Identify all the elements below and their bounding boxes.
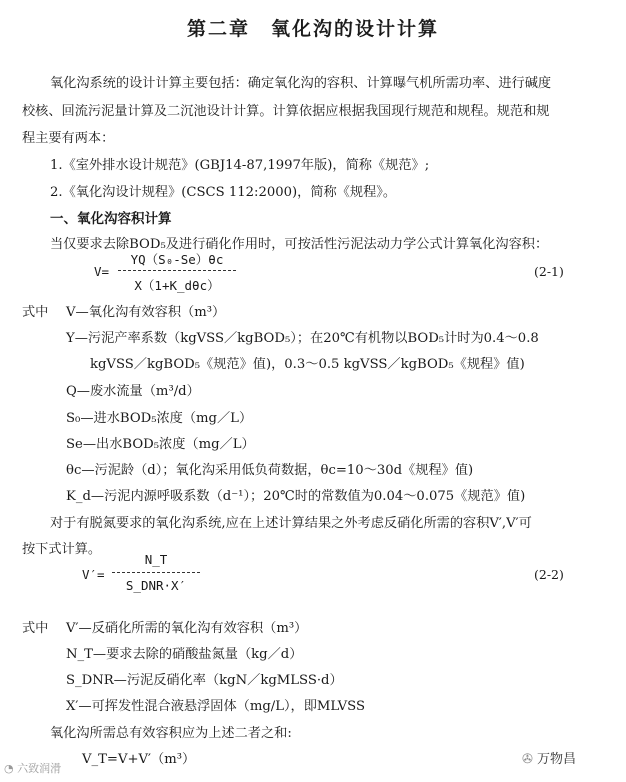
equation-denominator: S_DNR·X′ (125, 578, 187, 593)
chapter-title: 第二章 氧化沟的设计计算 (186, 18, 439, 40)
para2-line-2: 按下式计算。 (22, 542, 102, 557)
def-sdnr: S_DNR—污泥反硝化率（kgN／kgMLSS·d） (66, 673, 343, 688)
fraction-bar (118, 270, 236, 271)
total-formula: V_T=V+V′（m³） (82, 752, 196, 767)
intro-line-3: 程主要有两本： (22, 131, 115, 146)
fraction-bar (112, 572, 200, 573)
def-y-continued: kgVSS／kgBOD₅《规范》值)，0.3～0.5 kgVSS／kgBOD₅《规程》值) (90, 357, 525, 372)
def-x-prime: X′—可挥发性混合液悬浮固体（mg/L），即MLVSS (66, 699, 365, 714)
def-kd: K_d—污泥内源呼吸系数（d⁻¹）；20℃时的常数值为0.04～0.075《规范》值) (66, 489, 526, 504)
para2-line-1: 对于有脱氮要求的氧化沟系统,应在上述计算结果之外考虑反硝化所需的容积V′,V′可 (50, 516, 532, 531)
where-label: 式中 (22, 305, 49, 320)
def-s0: S₀—进水BOD₅浓度（mg／L） (66, 411, 253, 426)
where-label: 式中 (22, 621, 49, 636)
equation-numerator: YQ（S₀-Se）θc (130, 252, 224, 267)
watermark-left: ◔ 六致润滑 (4, 762, 62, 775)
watermark-right: ✇ 万物昌 (522, 752, 577, 767)
intro-line-1: 氧化沟系统的设计计算主要包括：确定氧化沟的容积、计算曝气机所需功率、进行碱度 (50, 76, 552, 91)
section-intro: 当仅要求去除BOD₅及进行硝化作用时，可按活性污泥法动力学公式计算氧化沟容积： (50, 237, 549, 252)
def-theta-c: θc—污泥龄（d）；氧化沟采用低负荷数据，θc=10～30d《规程》值) (66, 463, 474, 478)
def-v: V—氧化沟有效容积（m³） (66, 305, 226, 320)
def-nt: N_T—要求去除的硝酸盐氮量（kg／d） (66, 647, 303, 662)
equation-number: (2-2) (534, 567, 564, 582)
equation-lhs: V= (94, 264, 110, 279)
def-se: Se—出水BOD₅浓度（mg／L） (66, 437, 255, 452)
reference-item: 1.《室外排水设计规范》(GBJ14-87,1997年版)，简称《规范》; (50, 158, 430, 173)
watermark-logo-icon: ◔ (4, 762, 18, 775)
wechat-logo-icon: ✇ (522, 752, 533, 767)
reference-item: 2.《氧化沟设计规程》(CSCS 112:2000)，简称《规程》。 (50, 185, 397, 200)
equation-numerator: N_T (144, 552, 168, 567)
def-y: Y—污泥产率系数（kgVSS／kgBOD₅）；在20℃有机物以BOD₅计时为0.4～0.8 (66, 331, 539, 346)
def-q: Q—废水流量（m³/d） (66, 384, 200, 399)
equation-denominator: X（1+K_dθc） (134, 278, 220, 293)
total-sentence: 氧化沟所需总有效容积应为上述二者之和: (50, 726, 292, 741)
intro-line-2: 校核、回流污泥量计算及二沉池设计计算。计算依据应根据我国现行规范和规程。规范和规 (22, 104, 550, 119)
equation-number: (2-1) (534, 264, 564, 279)
equation-lhs: V′= (82, 567, 105, 582)
section-heading: 一、氧化沟容积计算 (50, 211, 172, 227)
def-v-prime: V′—反硝化所需的氧化沟有效容积（m³） (66, 621, 308, 636)
